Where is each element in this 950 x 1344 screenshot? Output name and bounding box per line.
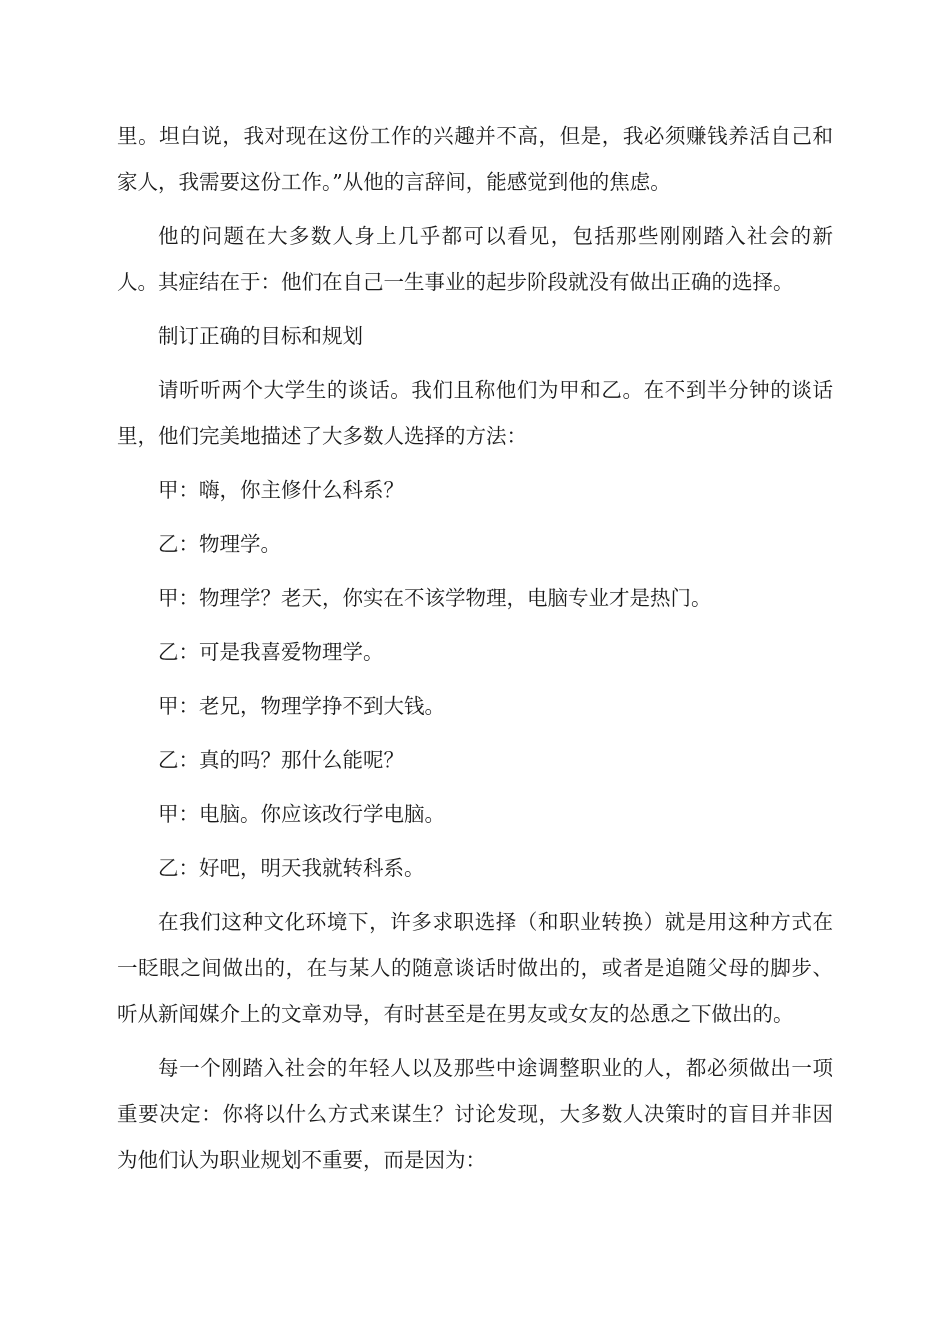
dialogue-line: 乙：好吧，明天我就转科系。 (158, 856, 425, 880)
document-body (117, 113, 833, 1183)
dialogue-line: 甲：电脑。你应该改行学电脑。 (158, 802, 445, 826)
dialogue-line: 乙：真的吗？那什么能呢？ (158, 748, 404, 772)
dialogue-line: 甲：物理学？老天，你实在不该学物理，电脑专业才是热门。 (158, 586, 712, 610)
section-heading: 制订正确的目标和规划 (158, 324, 363, 348)
paragraph-continuation: 里。坦白说，我对现在这份工作的兴趣并不高，但是，我必须赚钱养活自己和家人，我需要这份工作。”从他的言辞间，能感觉到他的焦虑。 (117, 124, 833, 194)
dialogue-line: 甲：老兄，物理学挣不到大钱。 (158, 694, 445, 718)
dialogue-line: 甲：嗨，你主修什么科系？ (158, 478, 404, 502)
paragraph: 请听听两个大学生的谈话。我们且称他们为甲和乙。在不到半分钟的谈话里，他们完美地描述了大多数人选择的方法： (117, 378, 833, 448)
dialogue-line: 乙：可是我喜爱物理学。 (158, 640, 384, 664)
paragraph: 他的问题在大多数人身上几乎都可以看见，包括那些刚刚踏入社会的新人。其症结在于：他们在自己一生事业的起步阶段就没有做出正确的选择。 (117, 224, 833, 294)
paragraph: 在我们这种文化环境下，许多求职选择（和职业转换）就是用这种方式在一眨眼之间做出的，在与某人的随意谈话时做出的，或者是追随父母的脚步、听从新闻媒介上的文章劝导，有时甚至是在男友或女友的怂恿之下做出的。 (117, 910, 833, 1026)
paragraph: 每一个刚踏入社会的年轻人以及那些中途调整职业的人，都必须做出一项重要决定：你将以什么方式来谋生？讨论发现，大多数人决策时的盲目并非因为他们认为职业规划不重要，而是因为： (117, 1056, 833, 1172)
dialogue-line: 乙：物理学。 (158, 532, 281, 556)
